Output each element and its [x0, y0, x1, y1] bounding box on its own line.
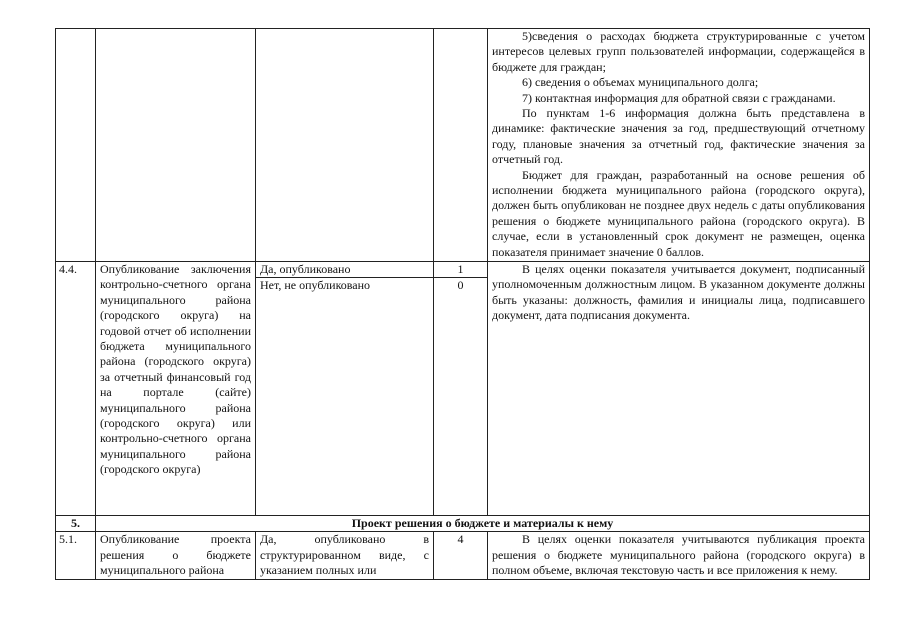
note-paragraph: По пунктам 1-6 информация должна быть представлена в динамике: фактические значения за год, предшествующий отчетному году, плановые значения за отчетный год, фактические значения за отчетный год. [492, 106, 865, 167]
note-paragraph: 6) сведения о объемах муниципального долга; [522, 75, 759, 90]
note-cell [488, 29, 870, 262]
points-no: 0 [457, 278, 464, 292]
section-row [56, 516, 870, 532]
indicator-text: Опубликование заключения контрольно-счетного органа муниципального района (городского округа) на годовой отчет об исполнении бюджета муниципального района (городского округа) за отчетный финансовый год на портале (сайте) муниципального района (городского округа) или контрольно-счетного органа муниципального района (городского округа) [96, 262, 256, 516]
note-paragraph: 5)сведения о расходах бюджета структурированные с учетом интересов целевых групп пользователей информации, содержащейся в бюджете для граждан; [492, 29, 865, 74]
table-row [56, 262, 870, 516]
option-cell [256, 29, 434, 262]
option-text: Да, опубликовано в структурированном виде, с указанием полных или [256, 532, 434, 580]
criteria-table [55, 28, 870, 580]
points-value: 4 [434, 532, 488, 580]
section-title: Проект решения о бюджете и материалы к нему [96, 516, 870, 532]
num-cell [56, 29, 96, 262]
document-page [55, 28, 870, 580]
option-yes: Да, опубликовано [256, 262, 433, 278]
note-paragraph: 7) контактная информация для обратной связи с гражданами. [522, 90, 836, 105]
table-row [56, 29, 870, 262]
points-cell [434, 29, 488, 262]
table-row [56, 532, 870, 580]
indicator-cell [96, 29, 256, 262]
note-paragraph: В целях оценки показателя учитываются публикация проекта решения о бюджете муниципального района (городского округа) в полном объеме, включая текстовую часть и все приложения к нему. [492, 532, 865, 578]
note-cell [488, 532, 870, 580]
indicator-text: Опубликование проекта решения о бюджете муниципального района [96, 532, 256, 580]
option-no: Нет, не опубликовано [260, 278, 371, 292]
note-paragraph: Бюджет для граждан, разработанный на основе решения об исполнении бюджета муниципального района (городского округа), должен быть опубликован не позднее двух недель с даты опубликования решения о бюджете муниципального района (городского округа). В случае, если в установленный срок документ не размещен, оценка показателя принимает значение 0 баллов. [492, 167, 865, 259]
points-yes: 1 [434, 262, 487, 278]
note-cell [488, 262, 870, 516]
row-number: 4.4. [56, 262, 96, 516]
note-paragraph: В целях оценки показателя учитывается документ, подписанный уполномоченным должностным лицом. В указанном документе должны быть указаны: должность, фамилия и инициалы лица, подписавшего документ, дата подписания документа. [492, 262, 865, 323]
options-cell [256, 262, 434, 516]
section-number: 5. [56, 516, 96, 532]
points-cell [434, 262, 488, 516]
row-number: 5.1. [56, 532, 96, 580]
